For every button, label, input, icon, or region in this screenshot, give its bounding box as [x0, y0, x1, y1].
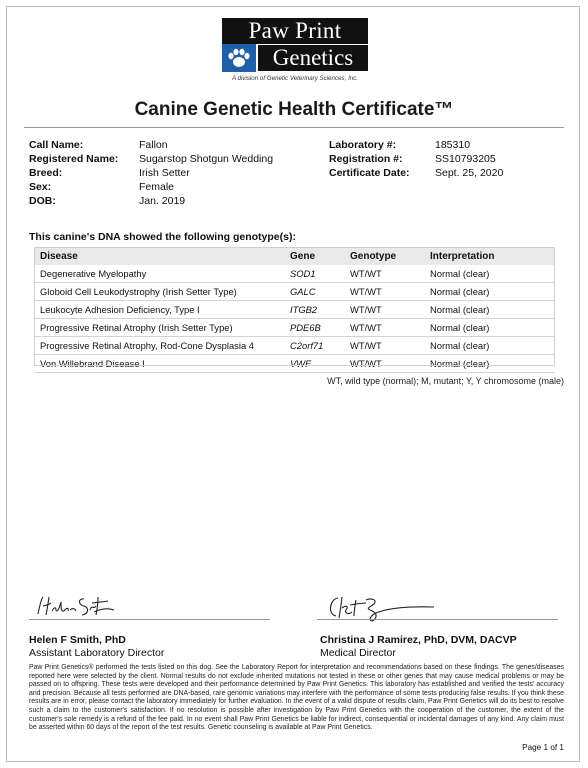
table-row — [34, 319, 555, 337]
title-divider — [24, 127, 564, 128]
genotype-legend: WT, wild type (normal); M, mutant; Y, Y chromosome (male) — [327, 376, 564, 386]
lab-field-laboratory-number: Laboratory #: 185310 — [329, 139, 471, 151]
disease-cell: Globoid Cell Leukodystrophy (Irish Setter Type) — [34, 283, 284, 301]
logo-tagline: A division of Genetic Veterinary Sciences, Inc. — [231, 75, 359, 82]
interpretation-cell: Normal (clear) — [424, 319, 555, 337]
table-row — [34, 355, 555, 373]
genotype-cell: WT/WT — [344, 355, 424, 373]
disease-cell: Von Willebrand Disease I — [34, 355, 284, 373]
dog-field-call-name: Call Name: Fallon — [29, 139, 168, 151]
genotype-cell: WT/WT — [344, 265, 424, 283]
dog-info — [29, 138, 273, 208]
dog-field-breed: Breed: Irish Setter — [29, 167, 190, 179]
interpretation-cell: Normal (clear) — [424, 283, 555, 301]
gene-cell: VWF — [284, 355, 344, 373]
disease-cell: Degenerative Myelopathy — [34, 265, 284, 283]
logo-name-line2: Genetics — [258, 45, 368, 71]
lab-field-certificate-date: Certificate Date: Sept. 25, 2020 — [329, 167, 504, 179]
dog-field-registered-name: Registered Name: Sugarstop Shotgun Wedding — [29, 153, 274, 165]
interpretation-cell: Normal (clear) — [424, 355, 555, 373]
certificate-title: Canine Genetic Health Certificate™ — [134, 99, 454, 120]
signature-christina-ramirez — [322, 594, 442, 629]
interpretation-cell: Normal (clear) — [424, 337, 555, 355]
paw-icon — [222, 44, 256, 72]
table-row — [34, 337, 555, 355]
disease-cell: Progressive Retinal Atrophy, Rod-Cone Dysplasia 4 — [34, 337, 284, 355]
genotype-cell: WT/WT — [344, 319, 424, 337]
results-heading: This canine's DNA showed the following genotype(s): — [29, 231, 296, 243]
interpretation-cell: Normal (clear) — [424, 301, 555, 319]
gene-cell: C2orf71 — [284, 337, 344, 355]
gene-cell: PDE6B — [284, 319, 344, 337]
table-header-row — [34, 247, 555, 265]
gene-cell: GALC — [284, 283, 344, 301]
genotype-cell: WT/WT — [344, 337, 424, 355]
legal-disclaimer: Paw Print Genetics® performed the tests listed on this dog. See the Laboratory Report for interpretation and recommendations based on these findings. The genes/diseases reported here were selected by the client. Normal results do not exclude inherited mutations not tested in these or other genes that may cause medical problems or may be passed on to offspring. These tests were developed and their performance determined by Paw Print Genetics. This laboratory has established and verified the tests' accuracy and precision. Because all tests performed are DNA-based, rare genomic variations may interfere with the performance of some tests producing false results. If you think these results are in error, please contact the laboratory immediately for further evaluation. In the event of a valid dispute of results claim, Paw Print Genetics will do its best to resolve such a claim to the customer's satisfaction. If no resolution is possible after investigation by Paw Print Genetics with the cooperation of the customer, the extent of the customer's sole remedy is a refund of the fee paid. In no event shall Paw Print Genetics be liable for indirect, consequential or incidental damages of any kind. Any claim must be asserted within 60 days of the report of the test results. Genetic counseling is available at Paw Print Genetics. — [29, 664, 564, 732]
table-row — [34, 283, 555, 301]
signature-line-left — [29, 619, 270, 620]
disease-cell: Leukocyte Adhesion Deficiency, Type I — [34, 301, 284, 319]
logo-name-line1: Paw Print — [222, 18, 368, 44]
signer-name-right: Christina J Ramirez, PhD, DVM, DACVP — [320, 634, 517, 646]
genotype-table — [34, 247, 555, 373]
signer-name-left: Helen F Smith, PhD — [29, 634, 126, 646]
gene-cell: SOD1 — [284, 265, 344, 283]
lab-info — [329, 138, 503, 180]
page-number: Page 1 of 1 — [522, 743, 564, 752]
gene-cell: ITGB2 — [284, 301, 344, 319]
column-header-gene: Gene — [284, 247, 344, 265]
lab-field-registration-number: Registration #: SS10793205 — [329, 153, 496, 165]
company-logo — [222, 18, 368, 90]
genotype-cell: WT/WT — [344, 301, 424, 319]
interpretation-cell: Normal (clear) — [424, 265, 555, 283]
table-row — [34, 265, 555, 283]
signer-role-right: Medical Director — [320, 647, 396, 659]
genotype-cell: WT/WT — [344, 283, 424, 301]
table-row — [34, 301, 555, 319]
signature-line-right — [317, 619, 558, 620]
column-header-interpretation: Interpretation — [424, 247, 555, 265]
column-header-genotype: Genotype — [344, 247, 424, 265]
column-header-disease: Disease — [34, 247, 284, 265]
dog-field-sex: Sex: Female — [29, 181, 175, 193]
signer-role-left: Assistant Laboratory Director — [29, 647, 165, 659]
signature-helen-smith — [34, 594, 124, 625]
dog-field-dob: DOB: Jan. 2019 — [29, 195, 186, 207]
disease-cell: Progressive Retinal Atrophy (Irish Setter Type) — [34, 319, 284, 337]
